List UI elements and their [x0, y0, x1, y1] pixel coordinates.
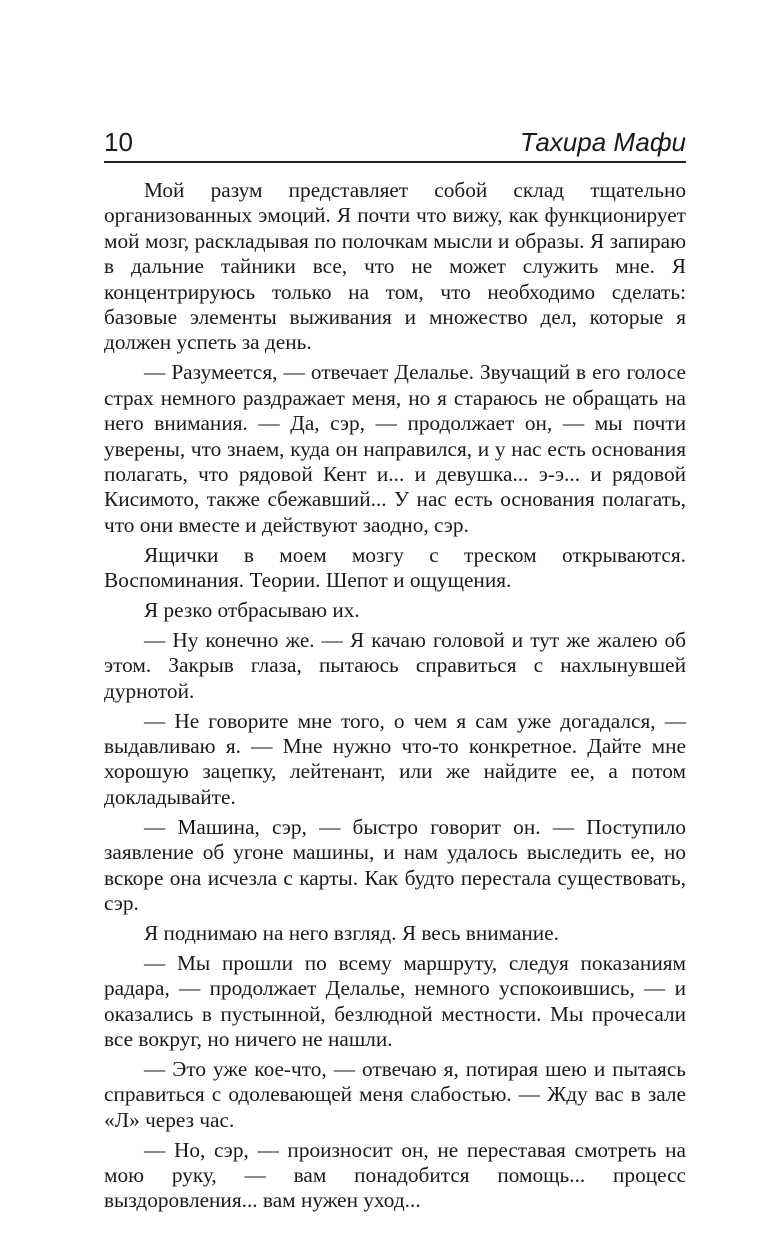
- paragraph: Ящички в моем мозгу с треском открываются. Воспоминания. Теории. Шепот и ощущения.: [104, 542, 686, 593]
- paragraph: — Но, сэр, — произносит он, не переставая смотреть на мою руку, — вам понадобится помощь... процесс выздоровления... вам нужен уход...: [104, 1137, 686, 1213]
- page-number: 10: [104, 127, 133, 157]
- paragraph: — Не говорите мне того, о чем я сам уже догадался, — выдавливаю я. — Мне нужно что-то конкретное. Дайте мне хорошую зацепку, лейтенант, или же найдите ее, а потом докладывайте.: [104, 708, 686, 809]
- paragraph: — Мы прошли по всему маршруту, следуя показаниям радара, — продолжает Делалье, немного успокоившись, — и оказались в пустынной, безлюдной местности. Мы прочесали все вокруг, но ничего не нашли.: [104, 950, 686, 1051]
- paragraph: Я резко отбрасываю их.: [144, 598, 360, 622]
- running-head-author: Тахира Мафи: [520, 127, 686, 157]
- paragraph: — Ну конечно же. — Я качаю головой и тут же жалею об этом. Закрыв глаза, пытаюсь справиться с нахлынувшей дурнотой.: [104, 627, 686, 703]
- paragraph: — Машина, сэр, — быстро говорит он. — Поступило заявление об угоне машины, и нам удалось выследить ее, но вскоре она исчезла с карты. Как будто перестала существовать, сэр.: [104, 814, 686, 915]
- paragraph: — Это уже кое-что, — отвечаю я, потирая шею и пытаясь справиться с одолевающей меня слабостью. — Жду вас в зале «Л» через час.: [104, 1056, 686, 1132]
- header-rule: [104, 161, 686, 163]
- page-header: [104, 127, 686, 157]
- paragraph: Я поднимаю на него взгляд. Я весь внимание.: [144, 920, 559, 945]
- paragraph: — Разумеется, — отвечает Делалье. Звучащий в его голосе страх немного раздражает меня, но я стараюсь не обращать на него внимания. — Да, сэр, — продолжает он, — мы почти уверены, что знаем, куда он направился, и у нас есть основания полагать, что рядовой Кент и... и девушка... э-э... и рядовой Кисимото, также сбежавший... У нас есть основания полагать, что они вместе и действуют заодно, сэр.: [104, 360, 686, 537]
- paragraph: Мой разум представляет собой склад тщательно организованных эмоций. Я почти что вижу, как функционирует мой мозг, раскладывая по полочкам мысли и образы. Я запираю в дальние тайники все, что не может служить мне. Я концентрируюсь только на том, что необходимо сделать: базовые элементы выживания и множество дел, которые я должен успеть за день.: [104, 178, 686, 355]
- body-text: [104, 178, 686, 1218]
